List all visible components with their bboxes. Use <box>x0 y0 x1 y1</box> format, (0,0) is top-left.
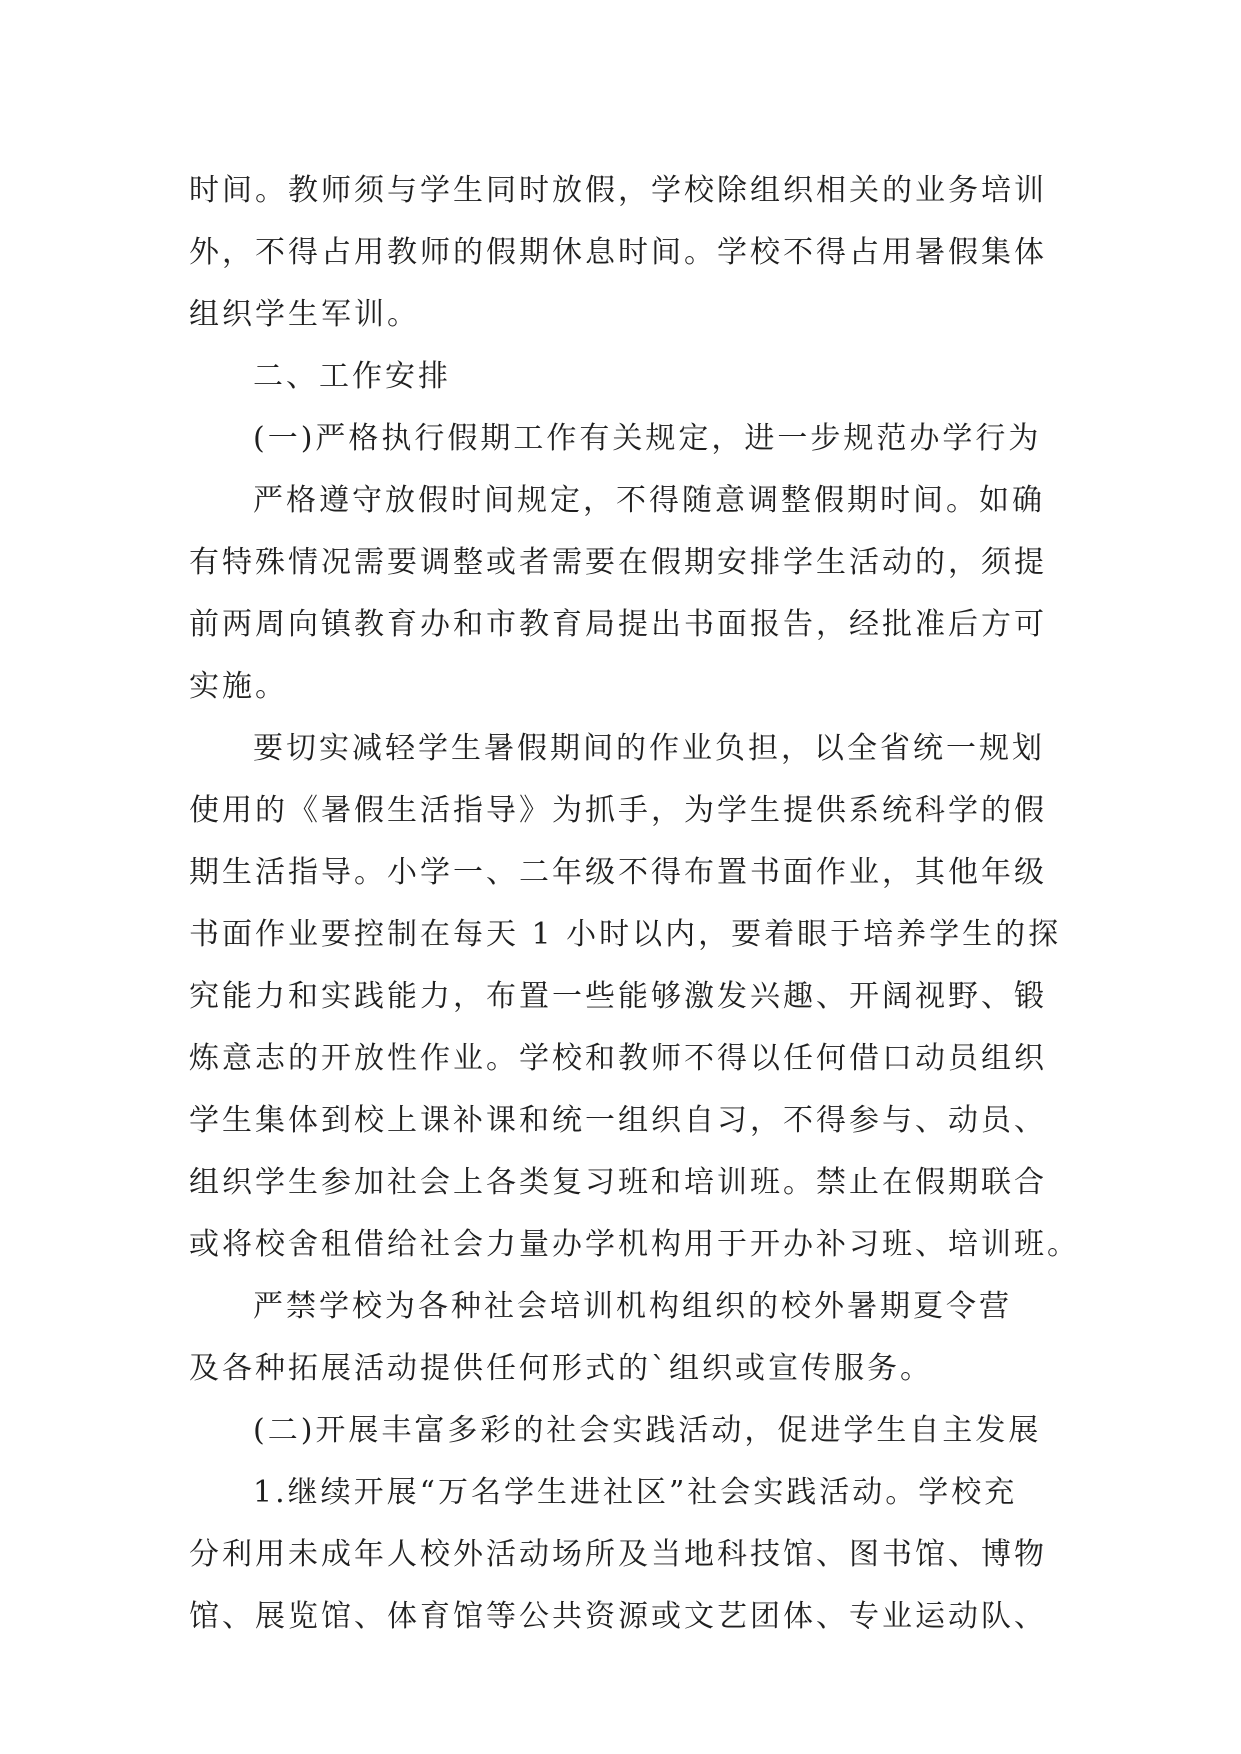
text-line: 分利用未成年人校外活动场所及当地科技馆、图书馆、博物 <box>189 1537 1047 1572</box>
text-line: 书面作业要控制在每天 1 小时以内，要着眼于培养学生的探 <box>189 917 1062 952</box>
text-line: 严格遵守放假时间规定，不得随意调整假期时间。如确 <box>253 483 1045 518</box>
text-line: 组织学生参加社会上各类复习班和培训班。禁止在假期联合 <box>189 1165 1047 1200</box>
text-line: 时间。教师须与学生同时放假，学校除组织相关的业务培训 <box>189 173 1047 208</box>
text-line: (二)开展丰富多彩的社会实践活动，促进学生自主发展 <box>253 1413 1042 1448</box>
text-line: 二、工作安排 <box>253 359 451 394</box>
text-line: 严禁学校为各种社会培训机构组织的校外暑期夏令营 <box>253 1289 1012 1324</box>
text-line: 有特殊情况需要调整或者需要在假期安排学生活动的，须提 <box>189 545 1047 580</box>
text-line: (一)严格执行假期工作有关规定，进一步规范办学行为 <box>253 421 1042 456</box>
text-line: 实施。 <box>189 669 288 704</box>
text-line: 炼意志的开放性作业。学校和教师不得以任何借口动员组织 <box>189 1041 1047 1076</box>
text-line: 或将校舍租借给社会力量办学机构用于开办补习班、培训班。 <box>189 1227 1080 1262</box>
text-line: 使用的《暑假生活指导》为抓手，为学生提供系统科学的假 <box>189 793 1047 828</box>
text-line: 究能力和实践能力，布置一些能够激发兴趣、开阔视野、锻 <box>189 979 1047 1014</box>
text-line: 外，不得占用教师的假期休息时间。学校不得占用暑假集体 <box>189 235 1047 270</box>
document-body <box>189 160 1080 1648</box>
text-line: 期生活指导。小学一、二年级不得布置书面作业，其他年级 <box>189 855 1047 890</box>
text-line: 1.继续开展“万名学生进社区”社会实践活动。学校充 <box>253 1475 1018 1510</box>
text-line: 及各种拓展活动提供任何形式的`组织或宣传服务。 <box>189 1351 933 1386</box>
text-line: 要切实减轻学生暑假期间的作业负担，以全省统一规划 <box>253 731 1045 766</box>
text-line: 前两周向镇教育办和市教育局提出书面报告，经批准后方可 <box>189 607 1047 642</box>
text-line: 学生集体到校上课补课和统一组织自习，不得参与、动员、 <box>189 1103 1047 1138</box>
text-line: 馆、展览馆、体育馆等公共资源或文艺团体、专业运动队、 <box>189 1599 1047 1634</box>
text-line: 组织学生军训。 <box>189 297 420 332</box>
